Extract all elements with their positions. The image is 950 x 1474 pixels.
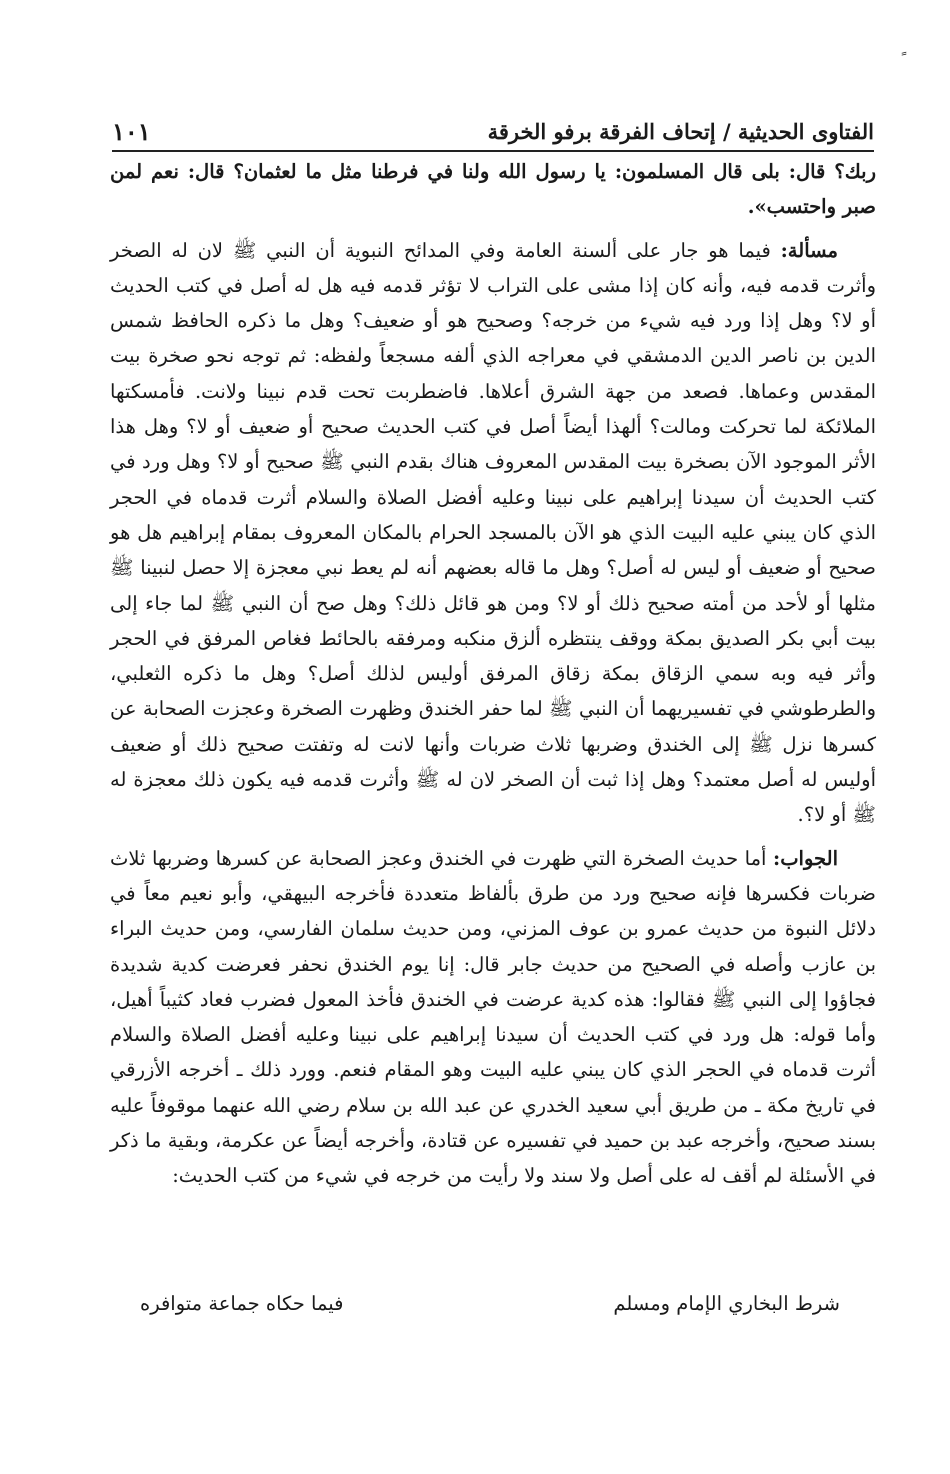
verse-first-hemistich: شرط البخاري الإمام ومسلم — [613, 1292, 840, 1315]
continued-hadith-text: ربك؟ قال: بلى قال المسلمون: يا رسول الله ولنا في فرطنا مثل ما لعثمان؟ قال: نعم لمن صبر واحتسب». — [110, 160, 876, 219]
answer-label: الجواب: — [773, 846, 838, 870]
verse-second-hemistich: فيما حكاه جماعة متوافره — [140, 1292, 344, 1315]
paragraph-question — [110, 233, 876, 833]
page-header — [112, 108, 874, 148]
question-text: فيما هو جار على ألسنة العامة وفي المدائح النبوية أن النبي ﷺ لان له الصخر وأثرت قدمه فيه، وأنه كان إذا مشى على التراب لا تؤثر قدمه فيه هل له أصل في كتب الحديث أو لا؟ وهل إذا ورد فيه شيء من خرجه؟ وصحيح هو أو ضعيف؟ وهل ما ذكره الحافظ شمس الدين بن ناصر الدين الدمشقي في معراجه الذي ألفه مسجعاً ولفظه: ثم توجه نحو صخرة بيت المقدس وعماها. فصعد من جهة الشرق أعلاها. فاضطربت تحت قدم نبينا ولانت. فأمسكتها الملائكة لما تحركت ومالت؟ ألهذا أيضاً أصل في كتب الحديث صحيح أو ضعيف أو لا؟ وهل هذا الأثر الموجود الآن بصخرة بيت المقدس المعروف هناك بقدم النبي ﷺ صحيح أو لا؟ وهل ورد في كتب الحديث أن سيدنا إبراهيم على نبينا وعليه أفضل الصلاة والسلام أثرت قدماه في الحجر الذي كان يبني عليه البيت الذي هو الآن بالمسجد الحرام بالمكان المعروف بمقام إبراهيم هل هو صحيح أو ضعيف أو ليس له أصل؟ وهل ما قاله بعضهم أنه لم يعط نبي معجزة إلا حصل لنبينا ﷺ مثلها أو لأحد من أمته صحيح ذلك أو لا؟ ومن هو قائل ذلك؟ وهل صح أن النبي ﷺ لما جاء إلى بيت أبي بكر الصديق بمكة ووقف ينتظره ألزق منكبه ومرفقه بالحائط فغاص المرفق في الحجر وأثر فيه وبه سمي الزقاق بمكة زقاق المرفق أوليس لذلك أصل؟ وهل ما ذكره الثعلبي، والطرطوشي في تفسيريهما أن النبي ﷺ لما حفر الخندق وظهرت الصخرة وعجزت الصحابة عن كسرها نزل ﷺ إلى الخندق وضربها ثلاث ضربات وأنها لانت له وتفتت صحيح ذلك أو ضعيف أوليس له أصل معتمد؟ وهل إذا ثبت أن الصخر لان له ﷺ وأثرت قدمه فيه يكون ذلك معجزة له ﷺ أو لا؟. — [110, 238, 876, 827]
paragraph-continuation — [110, 154, 876, 225]
body-text — [110, 154, 876, 1194]
header-rule — [112, 150, 874, 152]
running-title: الفتاوى الحديثية / إتحاف الفرقة برفو الخرقة — [487, 119, 874, 144]
poetry-verse — [140, 1286, 840, 1322]
paragraph-answer — [110, 841, 876, 1194]
question-label: مسألة: — [780, 238, 838, 262]
page-number: ١٠١ — [112, 117, 151, 146]
answer-text: أما حديث الصخرة التي ظهرت في الخندق وعجز الصحابة عن كسرها وضربها ثلاث ضربات فكسرها فإنه صحيح ورد من طرق بألفاظ متعددة فأخرجه البيهقي، وأبو نعيم معاً في دلائل النبوة من حديث عمرو بن عوف المزني، ومن حديث سلمان الفارسي، ومن حديث البراء بن عازب وأصله في الصحيح من حديث جابر قال: إنا يوم الخندق نحفر فعرضت كدية شديدة فجاؤوا إلى النبي ﷺ فقالوا: هذه كدية عرضت في الخندق فأخذ المعول فضرب فعاد كثيباً أهيل، وأما قوله: هل ورد في كتب الحديث أن سيدنا إبراهيم على نبينا وعليه أفضل الصلاة والسلام أثرت قدماه في الحجر الذي كان يبني عليه البيت وهو المقام فنعم. وورد ذلك ـ أخرجه الأزرقي في تاريخ مكة ـ من طريق أبي سعيد الخدري عن عبد الله بن سلام رضي الله عنهما موقوفاً عليه بسند صحيح، وأخرجه عبد بن حميد في تفسيره عن قتادة، وأخرجه أيضاً عن عكرمة، وبقية ما ذكر في الأسئلة لم أقف له على أصل ولا سند ولا رأيت من خرجه في شيء من كتب الحديث: — [110, 846, 876, 1188]
